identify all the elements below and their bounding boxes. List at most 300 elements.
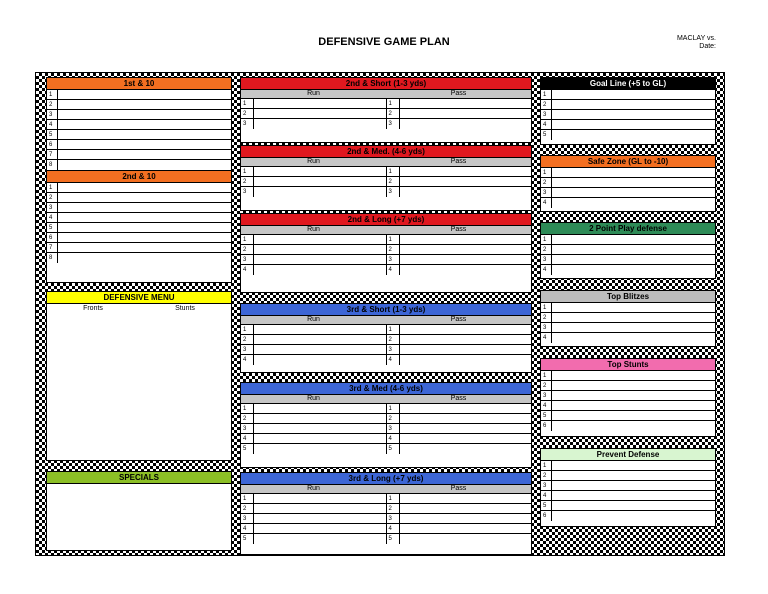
- list-row[interactable]: [541, 100, 715, 110]
- row-number: 1: [387, 99, 400, 108]
- row-entry-field[interactable]: [552, 198, 715, 208]
- play-row: [241, 514, 531, 524]
- list-row[interactable]: [541, 421, 715, 431]
- play-row: [241, 119, 531, 129]
- list-row[interactable]: [541, 401, 715, 411]
- run-play-cell[interactable]: [241, 235, 386, 244]
- play-row: [241, 109, 531, 119]
- list-row[interactable]: [47, 223, 231, 233]
- row-number: 1: [241, 325, 254, 334]
- row-number: 4: [387, 434, 400, 443]
- row-number: 2: [47, 100, 58, 109]
- list-row[interactable]: [541, 313, 715, 323]
- row-entry-field[interactable]: [58, 213, 231, 222]
- list-row[interactable]: [47, 140, 231, 150]
- row-entry-field[interactable]: [552, 471, 715, 480]
- row-number: 1: [387, 325, 400, 334]
- pass-play-cell[interactable]: [386, 404, 532, 413]
- row-entry-field[interactable]: [552, 110, 715, 119]
- list-row[interactable]: [541, 381, 715, 391]
- play-row: [241, 355, 531, 365]
- list-row[interactable]: [541, 235, 715, 245]
- pass-play-cell[interactable]: [386, 109, 532, 118]
- row-entry-field[interactable]: [58, 90, 231, 99]
- row-number: 1: [541, 235, 552, 244]
- row-entry-field[interactable]: [552, 391, 715, 400]
- pass-play-cell[interactable]: [386, 444, 532, 454]
- row-entry-field[interactable]: [552, 188, 715, 197]
- safe-zone-box: [540, 155, 716, 212]
- pass-play-cell[interactable]: [386, 119, 532, 129]
- top-blitzes-list: [541, 303, 715, 343]
- list-row[interactable]: [541, 198, 715, 208]
- row-number: 3: [541, 188, 552, 197]
- run-pass-header: [241, 485, 531, 494]
- row-number: 3: [387, 514, 400, 523]
- pass-label: Pass: [450, 226, 467, 233]
- run-pass-header: [241, 226, 531, 235]
- opponent-label: MACLAY vs.: [676, 35, 716, 42]
- row-number: 4: [541, 401, 552, 410]
- run-play-cell[interactable]: [241, 514, 386, 523]
- run-play-cell[interactable]: [241, 434, 386, 443]
- list-row[interactable]: [541, 461, 715, 471]
- row-entry-field[interactable]: [552, 130, 715, 140]
- list-row[interactable]: [541, 255, 715, 265]
- run-label: Run: [307, 226, 320, 233]
- row-entry-field[interactable]: [58, 110, 231, 119]
- play-row: [241, 325, 531, 335]
- list-row[interactable]: [47, 203, 231, 213]
- row-number: 3: [541, 323, 552, 332]
- pass-play-cell[interactable]: [386, 235, 532, 244]
- row-number: 3: [47, 203, 58, 212]
- second-ten-list: [47, 183, 231, 263]
- pass-play-cell[interactable]: [386, 345, 532, 354]
- row-number: 1: [541, 168, 552, 177]
- list-row[interactable]: [47, 253, 231, 263]
- list-row[interactable]: [541, 188, 715, 198]
- list-row[interactable]: [47, 233, 231, 243]
- play-row: [241, 444, 531, 454]
- section-header: 2nd & Short (1-3 yds): [241, 78, 531, 90]
- play-row: [241, 177, 531, 187]
- row-entry-field[interactable]: [552, 411, 715, 420]
- list-row[interactable]: [541, 333, 715, 343]
- pass-label: Pass: [450, 316, 467, 323]
- play-row: [241, 494, 531, 504]
- pass-play-cell[interactable]: [386, 494, 532, 503]
- row-entry-field[interactable]: [552, 381, 715, 390]
- run-label: Run: [307, 395, 320, 402]
- run-play-cell[interactable]: [241, 255, 386, 264]
- row-entry-field[interactable]: [552, 178, 715, 187]
- row-entry-field[interactable]: [58, 140, 231, 149]
- row-number: 3: [241, 255, 254, 264]
- row-entry-field[interactable]: [552, 511, 715, 521]
- list-row[interactable]: [541, 501, 715, 511]
- row-entry-field[interactable]: [552, 333, 715, 343]
- run-play-cell[interactable]: [241, 504, 386, 513]
- pass-play-cell[interactable]: [386, 534, 532, 544]
- pass-play-cell[interactable]: [386, 187, 532, 197]
- safe-zone-header: Safe Zone (GL to -10): [541, 156, 715, 168]
- play-row: [241, 504, 531, 514]
- row-entry-field[interactable]: [552, 255, 715, 264]
- row-number: 4: [541, 333, 552, 343]
- list-row[interactable]: [47, 243, 231, 253]
- top-blitzes-header: Top Blitzes: [541, 291, 715, 303]
- row-number: 2: [47, 193, 58, 202]
- row-number: 5: [387, 444, 400, 454]
- goal-line-box: [540, 77, 716, 145]
- row-number: 1: [241, 494, 254, 503]
- safe-zone-list: [541, 168, 715, 208]
- row-number: 5: [241, 444, 254, 454]
- date-label: Date:: [699, 43, 716, 50]
- row-number: 4: [541, 198, 552, 208]
- row-number: 1: [541, 371, 552, 380]
- section-header: 3rd & Short (1-3 yds): [241, 304, 531, 316]
- row-number: 3: [541, 110, 552, 119]
- play-row: [241, 345, 531, 355]
- defensive-menu-columns: [47, 304, 231, 313]
- first-second-down-box: [46, 77, 232, 283]
- list-row[interactable]: [47, 100, 231, 110]
- list-row[interactable]: [541, 303, 715, 313]
- row-number: 2: [241, 109, 254, 118]
- row-number: 1: [241, 235, 254, 244]
- row-number: 3: [47, 110, 58, 119]
- run-label: Run: [307, 158, 320, 165]
- row-number: 1: [241, 167, 254, 176]
- row-number: 3: [387, 345, 400, 354]
- fronts-label: Fronts: [83, 305, 103, 312]
- row-number: 1: [241, 99, 254, 108]
- run-play-cell[interactable]: [241, 444, 386, 454]
- pass-play-cell[interactable]: [386, 504, 532, 513]
- list-row[interactable]: [541, 168, 715, 178]
- row-number: 1: [387, 167, 400, 176]
- row-number: 7: [47, 243, 58, 252]
- top-blitzes-box: [540, 290, 716, 347]
- row-number: 3: [387, 187, 400, 197]
- play-row: [241, 167, 531, 177]
- run-play-cell[interactable]: [241, 345, 386, 354]
- pass-play-cell[interactable]: [386, 524, 532, 533]
- run-play-cell[interactable]: [241, 119, 386, 129]
- section-header: 2nd & Long (+7 yds): [241, 214, 531, 226]
- play-row: [241, 524, 531, 534]
- row-entry-field[interactable]: [58, 203, 231, 212]
- list-row[interactable]: [541, 371, 715, 381]
- row-number: 4: [387, 524, 400, 533]
- game-plan-sheet: [35, 72, 725, 556]
- pass-play-cell[interactable]: [386, 255, 532, 264]
- goal-line-header: Goal Line (+5 to GL): [541, 78, 715, 90]
- pass-label: Pass: [450, 395, 467, 402]
- row-entry-field[interactable]: [552, 491, 715, 500]
- row-entry-field[interactable]: [552, 245, 715, 254]
- list-row[interactable]: [541, 481, 715, 491]
- row-entry-field[interactable]: [58, 183, 231, 192]
- row-number: 5: [47, 223, 58, 232]
- run-play-cell[interactable]: [241, 414, 386, 423]
- run-play-cell[interactable]: [241, 177, 386, 186]
- row-number: 3: [241, 187, 254, 197]
- second-ten-header: 2nd & 10: [47, 170, 231, 183]
- list-row[interactable]: [541, 391, 715, 401]
- row-number: 2: [541, 178, 552, 187]
- run-play-cell[interactable]: [241, 404, 386, 413]
- row-number: 6: [47, 233, 58, 242]
- pass-play-cell[interactable]: [386, 335, 532, 344]
- row-entry-field[interactable]: [58, 253, 231, 263]
- top-stunts-header: Top Stunts: [541, 359, 715, 371]
- play-row: [241, 265, 531, 275]
- row-number: 5: [541, 130, 552, 140]
- pass-play-cell[interactable]: [386, 177, 532, 186]
- row-number: 7: [47, 150, 58, 159]
- row-number: 1: [541, 303, 552, 312]
- row-entry-field[interactable]: [58, 130, 231, 139]
- list-row[interactable]: [47, 160, 231, 170]
- row-entry-field[interactable]: [552, 481, 715, 490]
- list-row[interactable]: [47, 90, 231, 100]
- row-entry-field[interactable]: [552, 120, 715, 129]
- row-number: 2: [241, 177, 254, 186]
- row-number: 1: [241, 404, 254, 413]
- section-3rd-short: [240, 303, 532, 373]
- row-number: 5: [47, 130, 58, 139]
- run-label: Run: [307, 90, 320, 97]
- row-entry-field[interactable]: [58, 120, 231, 129]
- pass-play-cell[interactable]: [386, 414, 532, 423]
- row-number: 6: [541, 511, 552, 521]
- row-number: 1: [541, 461, 552, 470]
- run-play-cell[interactable]: [241, 99, 386, 108]
- row-entry-field[interactable]: [552, 265, 715, 275]
- section-2nd-short: [240, 77, 532, 143]
- row-number: 1: [47, 90, 58, 99]
- row-entry-field[interactable]: [58, 150, 231, 159]
- row-number: 1: [387, 494, 400, 503]
- run-play-cell[interactable]: [241, 245, 386, 254]
- prevent-defense-box: [540, 448, 716, 527]
- run-play-cell[interactable]: [241, 167, 386, 176]
- run-label: Run: [307, 485, 320, 492]
- run-play-cell[interactable]: [241, 335, 386, 344]
- play-row: [241, 424, 531, 434]
- goal-line-list: [541, 90, 715, 140]
- row-entry-field[interactable]: [58, 233, 231, 242]
- run-play-cell[interactable]: [241, 187, 386, 197]
- section-header: 2nd & Med. (4-6 yds): [241, 146, 531, 158]
- run-play-cell[interactable]: [241, 265, 386, 275]
- list-row[interactable]: [47, 213, 231, 223]
- row-entry-field[interactable]: [552, 100, 715, 109]
- list-row[interactable]: [47, 120, 231, 130]
- pass-play-cell[interactable]: [386, 325, 532, 334]
- row-number: 2: [387, 335, 400, 344]
- row-number: 2: [541, 100, 552, 109]
- play-row: [241, 245, 531, 255]
- run-pass-header: [241, 395, 531, 404]
- row-number: 3: [541, 391, 552, 400]
- row-number: 6: [541, 421, 552, 431]
- row-entry-field[interactable]: [552, 303, 715, 312]
- row-number: 1: [387, 404, 400, 413]
- run-play-cell[interactable]: [241, 494, 386, 503]
- top-stunts-list: [541, 371, 715, 431]
- run-play-cell[interactable]: [241, 109, 386, 118]
- two-point-box: [540, 222, 716, 279]
- two-point-list: [541, 235, 715, 275]
- run-pass-header: [241, 90, 531, 99]
- row-entry-field[interactable]: [58, 243, 231, 252]
- row-entry-field[interactable]: [552, 235, 715, 244]
- section-2nd-long: [240, 213, 532, 293]
- row-number: 5: [541, 411, 552, 420]
- row-number: 4: [387, 265, 400, 275]
- row-number: 3: [387, 119, 400, 129]
- section-3rd-med: [240, 382, 532, 468]
- run-play-cell[interactable]: [241, 325, 386, 334]
- row-number: 4: [241, 355, 254, 365]
- pass-play-cell[interactable]: [386, 245, 532, 254]
- play-row: [241, 335, 531, 345]
- section-header: 3rd & Long (+7 yds): [241, 473, 531, 485]
- row-number: 1: [541, 90, 552, 99]
- play-row: [241, 434, 531, 444]
- run-play-cell[interactable]: [241, 424, 386, 433]
- play-row: [241, 255, 531, 265]
- row-number: 2: [387, 109, 400, 118]
- pass-play-cell[interactable]: [386, 167, 532, 176]
- row-entry-field[interactable]: [58, 223, 231, 232]
- play-row: [241, 414, 531, 424]
- row-number: 2: [387, 245, 400, 254]
- row-entry-field[interactable]: [552, 401, 715, 410]
- play-row: [241, 99, 531, 109]
- pass-play-cell[interactable]: [386, 434, 532, 443]
- row-entry-field[interactable]: [552, 90, 715, 99]
- play-row: [241, 534, 531, 544]
- run-pass-header: [241, 158, 531, 167]
- row-entry-field[interactable]: [58, 193, 231, 202]
- list-row[interactable]: [47, 130, 231, 140]
- run-play-cell[interactable]: [241, 524, 386, 533]
- list-row[interactable]: [541, 110, 715, 120]
- list-row[interactable]: [541, 130, 715, 140]
- pass-play-cell[interactable]: [386, 355, 532, 365]
- row-number: 4: [47, 120, 58, 129]
- row-number: 2: [241, 504, 254, 513]
- row-number: 3: [241, 345, 254, 354]
- list-row[interactable]: [541, 178, 715, 188]
- pass-play-cell[interactable]: [386, 424, 532, 433]
- list-row[interactable]: [541, 411, 715, 421]
- pass-label: Pass: [450, 485, 467, 492]
- section-2nd-med: [240, 145, 532, 211]
- row-number: 2: [541, 381, 552, 390]
- row-number: 2: [387, 177, 400, 186]
- row-number: 4: [541, 265, 552, 275]
- row-number: 3: [241, 424, 254, 433]
- row-number: 8: [47, 253, 58, 263]
- row-number: 2: [387, 504, 400, 513]
- row-entry-field[interactable]: [552, 168, 715, 177]
- row-number: 5: [387, 534, 400, 544]
- row-entry-field[interactable]: [552, 371, 715, 380]
- list-row[interactable]: [541, 265, 715, 275]
- row-number: 4: [541, 120, 552, 129]
- pass-label: Pass: [450, 158, 467, 165]
- list-row[interactable]: [541, 471, 715, 481]
- specials-box: [46, 471, 232, 551]
- row-number: 2: [541, 245, 552, 254]
- list-row[interactable]: [47, 183, 231, 193]
- run-play-cell[interactable]: [241, 534, 386, 544]
- row-number: 2: [541, 471, 552, 480]
- list-row[interactable]: [541, 511, 715, 521]
- row-entry-field[interactable]: [552, 421, 715, 431]
- row-number: 2: [241, 245, 254, 254]
- list-row[interactable]: [47, 193, 231, 203]
- section-header: 3rd & Med (4-6 yds): [241, 383, 531, 395]
- row-number: 2: [241, 414, 254, 423]
- list-row[interactable]: [541, 491, 715, 501]
- list-row[interactable]: [541, 90, 715, 100]
- list-row[interactable]: [541, 120, 715, 130]
- row-number: 1: [47, 183, 58, 192]
- row-entry-field[interactable]: [552, 461, 715, 470]
- pass-play-cell[interactable]: [386, 265, 532, 275]
- row-number: 5: [541, 501, 552, 510]
- run-label: Run: [307, 316, 320, 323]
- list-row[interactable]: [47, 110, 231, 120]
- opponent-info: [677, 35, 716, 51]
- list-row[interactable]: [541, 245, 715, 255]
- row-number: 2: [387, 414, 400, 423]
- row-number: 6: [47, 140, 58, 149]
- run-play-cell[interactable]: [241, 355, 386, 365]
- row-number: 4: [47, 213, 58, 222]
- pass-play-cell[interactable]: [386, 514, 532, 523]
- row-entry-field[interactable]: [552, 313, 715, 322]
- row-number: 4: [241, 524, 254, 533]
- two-point-header: 2 Point Play defense: [541, 223, 715, 235]
- first-ten-list: [47, 90, 231, 170]
- prevent-defense-header: Prevent Defense: [541, 449, 715, 461]
- run-pass-header: [241, 316, 531, 325]
- play-row: [241, 187, 531, 197]
- pass-label: Pass: [450, 90, 467, 97]
- row-entry-field[interactable]: [552, 501, 715, 510]
- list-row[interactable]: [47, 150, 231, 160]
- defensive-menu-box: [46, 291, 232, 461]
- row-entry-field[interactable]: [552, 323, 715, 332]
- defensive-menu-header: DEFENSIVE MENU: [47, 292, 231, 304]
- row-number: 3: [541, 481, 552, 490]
- section-3rd-long: [240, 472, 532, 555]
- row-entry-field[interactable]: [58, 160, 231, 170]
- row-number: 3: [541, 255, 552, 264]
- list-row[interactable]: [541, 323, 715, 333]
- row-entry-field[interactable]: [58, 100, 231, 109]
- pass-play-cell[interactable]: [386, 99, 532, 108]
- row-number: 2: [541, 313, 552, 322]
